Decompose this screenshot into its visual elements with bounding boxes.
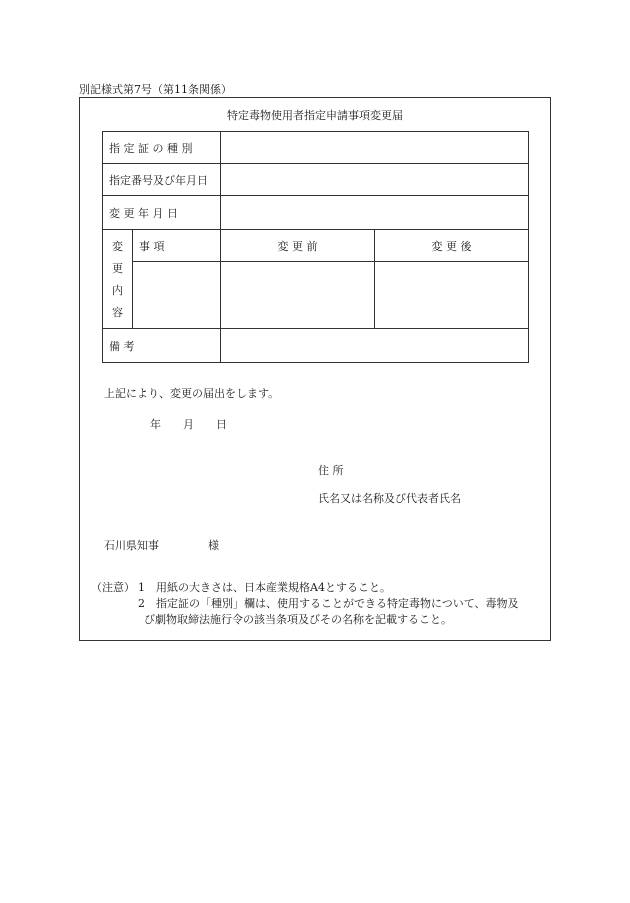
label-designation-number: 指定番号及び年月日	[103, 164, 221, 196]
note-2-text-line2: び劇物取締法施行令の該当条項及びその名称を記載すること。	[144, 613, 452, 626]
row-change-values	[103, 262, 529, 329]
label-remarks: 備 考	[103, 329, 221, 363]
date-line: 年 月 日	[150, 418, 227, 431]
honorific: 様	[208, 539, 219, 552]
label-designation-type: 指 定 証 の 種 別	[103, 132, 221, 164]
field-change-before[interactable]	[221, 262, 375, 329]
note-2-text-line1: 指定証の「種別」欄は、使用することができる特定毒物について、毒物及	[156, 597, 519, 610]
col-header-after: 変 更 後	[375, 230, 529, 262]
statement: 上記により、変更の届出をします。	[104, 387, 280, 400]
note-1-text: 用紙の大きさは、日本産業規格A4とすること。	[156, 581, 391, 594]
field-designation-type[interactable]	[221, 132, 529, 164]
address-label: 住 所	[318, 464, 344, 477]
row-change-header	[103, 230, 529, 262]
field-designation-number[interactable]	[221, 164, 529, 196]
name-label: 氏名又は名称及び代表者氏名	[318, 492, 461, 505]
note-2-number: 2	[138, 597, 145, 610]
row-designation-type	[103, 132, 529, 164]
note-1-number: 1	[138, 581, 145, 594]
label-change-date: 変 更 年 月 日	[103, 196, 221, 230]
form-table	[102, 131, 529, 363]
row-designation-number	[103, 164, 529, 196]
col-header-before: 変 更 前	[221, 230, 375, 262]
field-change-date[interactable]	[221, 196, 529, 230]
addressee: 石川県知事	[104, 539, 159, 552]
form-title: 特定毒物使用者指定申請事項変更届	[227, 109, 403, 122]
notes-prefix: （注意）	[91, 581, 135, 594]
field-change-after[interactable]	[375, 262, 529, 329]
row-change-date	[103, 196, 529, 230]
col-header-item: 事 項	[133, 230, 221, 262]
label-change-contents: 変 更 内 容	[103, 230, 133, 329]
form-reference: 別記様式第7号（第11条関係）	[79, 83, 232, 96]
field-remarks[interactable]	[221, 329, 529, 363]
field-change-item[interactable]	[133, 262, 221, 329]
row-remarks	[103, 329, 529, 363]
